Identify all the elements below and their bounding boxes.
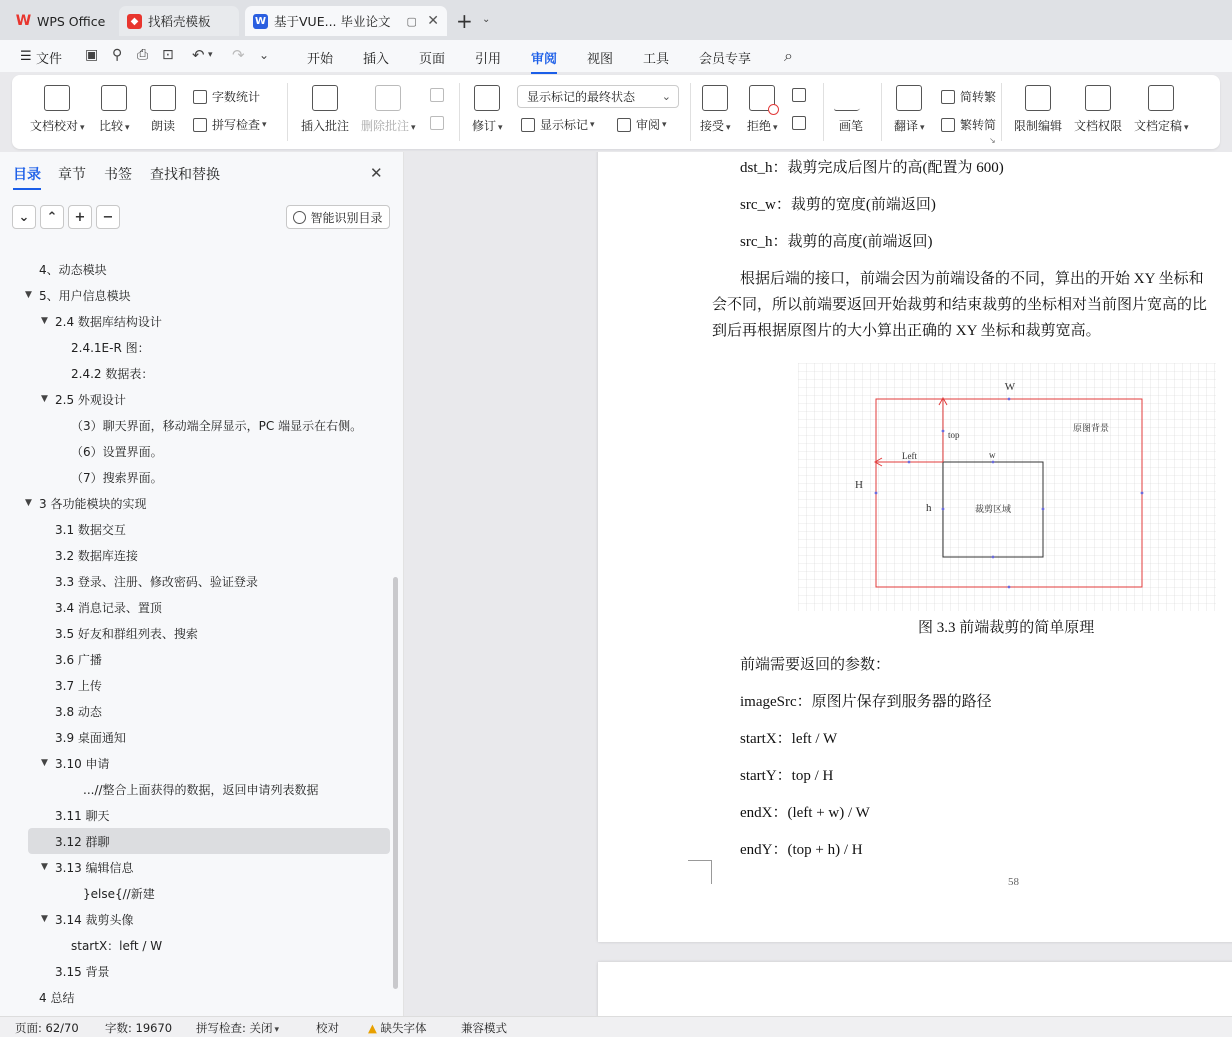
document-area	[405, 152, 1232, 1016]
param-line: imageSrc：原图片保存到服务器的路径	[740, 694, 992, 710]
compare-button[interactable]: 比较 ▾	[99, 85, 130, 134]
to-simplified-button[interactable]	[941, 116, 996, 133]
undo-icon[interactable]: ↶	[192, 46, 205, 64]
menu-reference[interactable]: 引用	[475, 52, 502, 67]
tab-wps-office[interactable]	[8, 6, 113, 36]
toc-item[interactable]	[28, 828, 390, 854]
doc-paragraph-line: 到后再根据原图片的大小算出正确的 XY 坐标和裁剪宽高。	[712, 323, 1101, 339]
collapse-down-icon[interactable]: ⌄	[12, 205, 36, 229]
toc-item[interactable]	[0, 386, 390, 412]
toc-item-label: ...//整合上面获得的数据，返回申请列表数据	[83, 782, 319, 797]
expand-caret-icon[interactable]: ▼	[41, 914, 48, 924]
insert-comment-label: 插入批注	[301, 119, 350, 133]
search-icon[interactable]: ⌕	[784, 46, 793, 65]
add-heading-icon[interactable]: +	[68, 205, 92, 229]
label-left: Left	[902, 451, 917, 461]
tab-docer[interactable]	[119, 6, 239, 36]
expand-caret-icon[interactable]: ▼	[41, 758, 48, 768]
finalize-button[interactable]: 文档定稿 ▾	[1134, 85, 1189, 134]
spell-check-label: 拼写检查	[212, 118, 261, 132]
menu-insert[interactable]: 插入	[363, 52, 390, 67]
close-icon[interactable]: ✕	[370, 164, 383, 182]
word-count-label: 字数统计	[212, 90, 261, 104]
insert-comment-button[interactable]	[301, 85, 349, 134]
label-top: top	[948, 430, 960, 440]
toc-item-label: 3.4 消息记录、置顶	[55, 600, 162, 615]
ribbon-divider	[823, 83, 824, 141]
expand-caret-icon[interactable]: ▼	[41, 394, 48, 404]
label-crop-region: 裁剪区域	[974, 505, 1012, 515]
spell-check-status-label: 拼写检查: 关闭	[196, 1021, 273, 1035]
toc-item-label: （3）聊天界面，移动端全屏显示，PC 端显示在右侧。	[71, 418, 363, 433]
toc-item-label: 2.5 外观设计	[55, 392, 126, 407]
ribbon-divider	[1001, 83, 1002, 141]
toc-item[interactable]	[0, 646, 390, 672]
label-h: h	[926, 502, 932, 514]
toc-item-label: 3.9 桌面通知	[55, 730, 126, 745]
tab-label: WPS Office	[37, 13, 106, 29]
compare-icon	[101, 85, 127, 111]
next-page	[598, 962, 1232, 1016]
word-count-status[interactable]: 字数: 19670	[105, 1021, 173, 1035]
toc-item-label: 3.1 数据交互	[55, 522, 126, 537]
toc-item-label: 3.7 上传	[55, 678, 102, 693]
toc-item[interactable]	[0, 984, 390, 1010]
to-traditional-icon	[941, 90, 955, 104]
menu-file[interactable]: 文件	[36, 52, 63, 67]
toc-item[interactable]	[0, 750, 390, 776]
toc-item[interactable]	[0, 464, 390, 490]
doc-line: src_h：裁剪的高度(前端返回)	[740, 234, 933, 250]
label-W: W	[1004, 381, 1016, 393]
next-change-icon[interactable]	[792, 116, 811, 130]
reject-icon	[749, 85, 775, 111]
nav-tab-find-replace[interactable]: 查找和替换	[150, 167, 220, 183]
reject-label: 拒绝	[747, 119, 772, 133]
prev-change-icon[interactable]	[792, 88, 811, 102]
toc-item[interactable]	[0, 490, 390, 516]
toc-item[interactable]	[0, 542, 390, 568]
tab-label: 基于VUE... 毕业论文	[274, 14, 391, 29]
doc-permission-button[interactable]	[1074, 85, 1122, 134]
translate-label: 翻译	[894, 119, 919, 133]
toc-list	[0, 240, 404, 1016]
doc-permission-label: 文档权限	[1074, 119, 1123, 133]
toc-item[interactable]	[0, 698, 390, 724]
menu-page[interactable]: 页面	[419, 52, 446, 67]
review-pane-icon	[617, 118, 631, 132]
toc-item-label: 3.12 群聊	[55, 834, 110, 849]
remove-heading-icon[interactable]: −	[96, 205, 120, 229]
translate-button[interactable]: 翻译 ▾	[894, 85, 925, 134]
toc-item-label: 3.11 聊天	[55, 808, 110, 823]
toc-item[interactable]	[0, 308, 390, 334]
toc-item-label: 3 各功能模块的实现	[39, 496, 147, 511]
toc-item-label: }else{//新建	[83, 886, 155, 901]
print-preview-icon[interactable]: ⊡	[162, 47, 174, 63]
param-line: endX：(left + w) / W	[740, 805, 870, 821]
crop-diagram-figure	[798, 363, 1216, 611]
spell-check-button[interactable]: 拼写检查 ▾	[193, 116, 267, 133]
toc-item-label: 4 总结	[39, 990, 75, 1005]
toc-item[interactable]	[0, 854, 390, 880]
params-title: 前端需要返回的参数：	[740, 657, 891, 673]
finalize-icon	[1148, 85, 1174, 111]
expand-caret-icon[interactable]: ▼	[25, 290, 32, 300]
to-simplified-label: 繁转简	[960, 118, 997, 132]
menu-bar	[0, 40, 1232, 72]
doc-line: src_w：裁剪的宽度(前端返回)	[740, 197, 936, 213]
insert-comment-icon	[312, 85, 338, 111]
reject-button[interactable]: 拒绝 ▾	[747, 85, 778, 134]
translate-icon	[896, 85, 922, 111]
accept-button[interactable]: 接受 ▾	[700, 85, 731, 134]
doc-permission-icon	[1085, 85, 1111, 111]
read-aloud-button[interactable]	[150, 85, 176, 134]
menu-tools[interactable]: 工具	[643, 52, 670, 67]
tab-window-icon[interactable]: ▢	[406, 14, 417, 28]
spell-check-status[interactable]: 拼写检查: 关闭 ▾	[196, 1021, 280, 1035]
toc-item-label: 3.8 动态	[55, 704, 102, 719]
delete-comment-icon	[375, 85, 401, 111]
toc-item[interactable]	[0, 412, 390, 438]
toc-item-label: 5、用户信息模块	[39, 288, 131, 303]
finalize-label: 文档定稿	[1134, 119, 1183, 133]
title-bar	[0, 0, 1232, 40]
toc-scrollbar[interactable]	[393, 577, 398, 989]
navigation-pane	[0, 152, 404, 1016]
toc-item-label: （6）设置界面。	[71, 444, 163, 459]
toc-item-label: 3.13 编辑信息	[55, 860, 134, 875]
toc-item[interactable]	[0, 360, 390, 386]
smart-toc-label: 智能识别目录	[310, 210, 383, 225]
markup-state-select[interactable]	[517, 85, 679, 108]
save-icon[interactable]: ▣	[85, 47, 99, 63]
toc-item-label: 3.2 数据库连接	[55, 548, 138, 563]
toc-item[interactable]	[0, 880, 390, 906]
compat-mode-status: 兼容模式	[461, 1021, 507, 1035]
toc-item-label: 4、动态模块	[39, 262, 107, 277]
toc-item[interactable]	[0, 672, 390, 698]
review-pane-label: 审阅	[636, 118, 661, 132]
doc-line: dst_h：裁剪完成后图片的高(配置为 600)	[740, 160, 1004, 176]
read-aloud-label: 朗读	[150, 119, 175, 133]
toc-item-label: 3.10 申请	[55, 756, 110, 771]
toc-item-label: 2.4 数据库结构设计	[55, 314, 162, 329]
to-traditional-button[interactable]	[941, 88, 996, 105]
toc-item[interactable]	[0, 906, 390, 932]
toc-item-label: startX：left / W	[71, 938, 163, 953]
tab-document[interactable]	[245, 6, 447, 36]
menu-review[interactable]: 审阅	[531, 48, 557, 67]
toc-item-label: 2.4.1E-R 图：	[71, 340, 150, 355]
print-icon[interactable]: ⎙	[137, 47, 149, 63]
doc-proof-button[interactable]: 文档校对 ▾	[30, 85, 85, 134]
delete-comment-button[interactable]: 删除批注 ▾	[361, 85, 416, 134]
review-ribbon	[12, 75, 1220, 149]
doc-proof-label: 文档校对	[30, 119, 79, 133]
nav-tab-bookmarks[interactable]: 书签	[104, 167, 132, 183]
toc-item[interactable]	[0, 620, 390, 646]
ribbon-divider	[881, 83, 882, 141]
group-expand-icon[interactable]: ↘	[989, 136, 996, 145]
read-aloud-icon	[150, 85, 176, 111]
nav-tab-chapters[interactable]: 章节	[58, 167, 86, 183]
show-markup-icon	[521, 118, 535, 132]
page-indicator[interactable]: 页面: 62/70	[15, 1021, 79, 1035]
chevron-down-icon[interactable]: ⌄	[482, 14, 491, 25]
hamburger-icon[interactable]: ☰	[20, 49, 32, 64]
toc-item-label: （7）搜索界面。	[71, 470, 163, 485]
pen-label: 画笔	[838, 119, 863, 133]
menu-member[interactable]: 会员专享	[699, 52, 752, 67]
pen-icon	[833, 85, 868, 111]
param-line: endY：(top + h) / H	[740, 842, 863, 858]
more-chevron-icon[interactable]: ⌄	[259, 48, 270, 62]
show-markup-label: 显示标记	[540, 118, 589, 132]
toc-item[interactable]	[0, 724, 390, 750]
review-pane-button[interactable]: 审阅 ▾	[617, 116, 667, 133]
toc-item-label: 3.15 背景	[55, 964, 110, 979]
ribbon-divider	[690, 83, 691, 141]
compare-label: 比较	[99, 119, 124, 133]
toc-item-label: 2.4.2 数据表：	[71, 366, 154, 381]
proof-status[interactable]: 校对	[316, 1021, 339, 1035]
warning-icon: ▲	[368, 1021, 377, 1035]
page-number: 58	[1008, 876, 1019, 888]
smart-toc-button[interactable]	[286, 205, 390, 229]
param-line: startX：left / W	[740, 731, 838, 747]
figure-caption: 图 3.3 前端裁剪的简单原理	[918, 620, 1095, 636]
toc-item-label: 3.6 广播	[55, 652, 102, 667]
prev-comment-icon[interactable]	[430, 88, 449, 102]
toc-item[interactable]	[0, 802, 390, 828]
next-comment-icon[interactable]	[430, 116, 449, 130]
label-w: w	[989, 450, 996, 460]
track-changes-label: 修订	[472, 119, 497, 133]
menu-start[interactable]: 开始	[307, 52, 334, 67]
toc-item-label: 3.5 好友和群组列表、搜索	[55, 626, 198, 641]
nav-tab-toc[interactable]: 目录	[13, 164, 41, 184]
doc-proof-icon	[44, 85, 70, 111]
status-bar	[0, 1016, 1232, 1037]
docer-icon: ◆	[127, 14, 142, 29]
toc-item[interactable]	[0, 334, 390, 360]
spell-check-icon	[193, 118, 207, 132]
doc-paragraph-line: 根据后端的接口，前端会因为前端设备的不同，算出的开始 XY 坐标和	[740, 271, 1204, 287]
missing-font-status[interactable]	[368, 1020, 427, 1036]
restrict-edit-label: 限制编辑	[1014, 119, 1063, 133]
tab-label: 找稻壳模板	[148, 14, 211, 29]
pen-button[interactable]	[838, 85, 864, 134]
word-doc-icon: W	[254, 15, 267, 27]
delete-comment-label: 删除批注	[361, 119, 410, 133]
expand-caret-icon[interactable]: ▼	[41, 862, 48, 872]
menu-view[interactable]: 视图	[587, 52, 614, 67]
accept-icon	[702, 85, 728, 111]
toc-item-label: 3.14 裁剪头像	[55, 912, 134, 927]
expand-caret-icon[interactable]: ▼	[25, 498, 32, 508]
doc-paragraph-line: 会不同，所以前端要返回开始裁剪和结束裁剪的坐标相对当前图片宽高的比	[712, 297, 1208, 313]
toc-item[interactable]	[0, 594, 390, 620]
to-traditional-label: 简转繁	[960, 90, 997, 104]
toc-item[interactable]	[0, 568, 390, 594]
word-count-button[interactable]	[193, 88, 260, 105]
toc-item[interactable]	[0, 438, 390, 464]
label-original-bg: 原图背景	[1073, 424, 1110, 434]
label-H: H	[855, 479, 863, 491]
track-changes-button[interactable]: 修订 ▾	[472, 85, 503, 134]
restrict-edit-button[interactable]	[1014, 85, 1062, 134]
ribbon-divider	[459, 83, 460, 141]
page-corner-mark	[688, 860, 712, 884]
undo-dropdown-icon[interactable]: ▾	[208, 50, 213, 60]
markup-select-value: 显示标记的最终状态	[527, 90, 636, 104]
toc-item[interactable]	[0, 958, 390, 984]
collapse-up-icon[interactable]: ⌃	[40, 205, 64, 229]
toc-item[interactable]	[0, 932, 390, 958]
show-markup-button[interactable]: 显示标记 ▾	[521, 116, 595, 133]
track-changes-icon	[474, 85, 500, 111]
tab-close-icon[interactable]: ✕	[427, 13, 439, 29]
share-icon[interactable]: ⚲	[112, 47, 123, 63]
toc-item[interactable]	[0, 256, 390, 282]
redo-icon[interactable]: ↷	[232, 46, 245, 64]
accept-label: 接受	[700, 119, 725, 133]
word-count-icon	[193, 90, 207, 104]
toc-item[interactable]	[0, 516, 390, 542]
param-line: startY：top / H	[740, 768, 834, 784]
document-page	[598, 152, 1232, 942]
ribbon-divider	[287, 83, 288, 141]
new-tab-icon[interactable]: +	[456, 9, 473, 33]
smart-toc-icon	[293, 211, 306, 224]
toc-item-label: 3.3 登录、注册、修改密码、验证登录	[55, 574, 258, 589]
toc-item[interactable]	[0, 776, 390, 802]
toc-item[interactable]	[0, 282, 390, 308]
wps-logo-icon: W	[15, 13, 32, 29]
chevron-down-icon: ⌄	[661, 90, 671, 103]
restrict-edit-icon	[1025, 85, 1051, 111]
to-simplified-icon	[941, 118, 955, 132]
expand-caret-icon[interactable]: ▼	[41, 316, 48, 326]
missing-font-label: 缺失字体	[380, 1021, 427, 1035]
